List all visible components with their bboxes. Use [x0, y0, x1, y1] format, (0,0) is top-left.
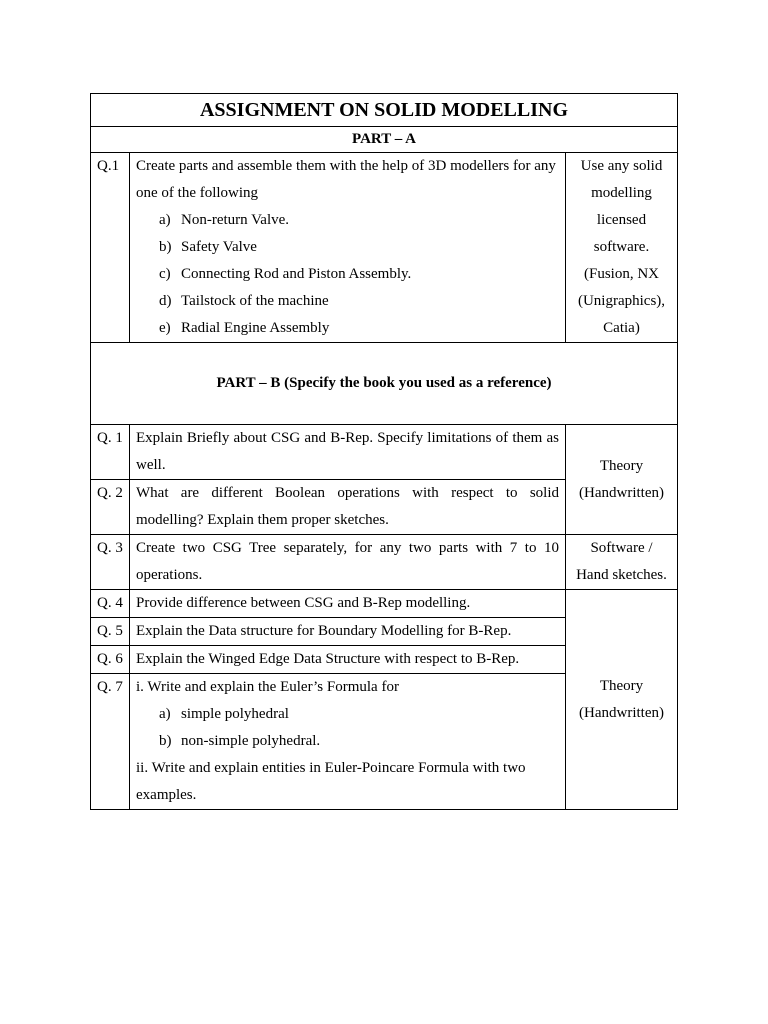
table-row — [91, 535, 678, 590]
list-item — [159, 207, 559, 234]
list-item — [159, 315, 559, 342]
note-line: (Unigraphics), — [577, 293, 666, 309]
list-item — [159, 234, 559, 261]
question-text: Create two CSG Tree separately, for any two parts with 7 to 10 operations. — [130, 535, 566, 590]
question-number: Q. 7 — [91, 674, 130, 810]
question-number: Q. 3 — [91, 535, 130, 590]
table-row — [91, 425, 678, 480]
question-text: Explain Briefly about CSG and B-Rep. Specify limitations of them as well. — [130, 425, 566, 480]
note-line: Hand sketches. — [576, 567, 667, 583]
list-marker: d) — [159, 293, 172, 309]
list-marker: e) — [159, 320, 171, 336]
question-text — [130, 153, 566, 343]
question-text: Provide difference between CSG and B-Rep modelling. — [130, 590, 566, 618]
assignment-table — [90, 93, 678, 810]
list-item-text: Connecting Rod and Piston Assembly. — [181, 266, 412, 282]
note-line: (Handwritten) — [579, 704, 664, 721]
question-text — [130, 674, 566, 810]
list-marker: b) — [159, 733, 172, 749]
note-line: licensed — [596, 212, 647, 228]
note-line: Theory — [599, 677, 644, 694]
list-marker: b) — [159, 239, 172, 255]
question-number: Q. 4 — [91, 590, 130, 618]
question-number: Q.1 — [91, 153, 130, 343]
list-marker: a) — [159, 706, 171, 722]
question-text: Explain the Data structure for Boundary Modelling for B-Rep. — [130, 618, 566, 646]
software-note — [566, 535, 678, 590]
table-row — [91, 590, 678, 618]
part-a-heading: PART – A — [91, 127, 678, 153]
list-item — [159, 288, 559, 315]
q1-options-list — [136, 207, 559, 342]
list-item — [159, 728, 559, 755]
question-number: Q. 6 — [91, 646, 130, 674]
question-text: What are different Boolean operations with respect to solid modelling? Explain them proper sketches. — [130, 480, 566, 535]
q7-options-list — [136, 701, 559, 755]
theory-note — [566, 590, 678, 810]
list-item-text: Radial Engine Assembly — [181, 320, 330, 336]
question-number: Q. 1 — [91, 425, 130, 480]
list-item-text: Safety Valve — [181, 239, 257, 255]
note-line: software. — [593, 239, 650, 255]
note-line: Catia) — [603, 320, 640, 336]
q1-intro: Create parts and assemble them with the help of 3D modellers for any one of the following — [136, 158, 556, 201]
list-item-text: Non-return Valve. — [181, 212, 290, 228]
part-a-q1-row — [91, 153, 678, 343]
list-item — [159, 701, 559, 728]
list-item-text: simple polyhedral — [181, 706, 289, 722]
list-marker: a) — [159, 212, 171, 228]
note-line: Use any solid — [580, 158, 663, 174]
list-marker: c) — [159, 266, 171, 282]
q7-part-i: i. Write and explain the Euler’s Formula for — [136, 679, 399, 695]
note-line: (Fusion, NX — [583, 266, 659, 282]
note-line: (Handwritten) — [579, 484, 664, 501]
question-text: Explain the Winged Edge Data Structure with respect to B-Rep. — [130, 646, 566, 674]
part-b-heading: PART – B (Specify the book you used as a reference) — [91, 343, 678, 425]
q7-part-ii: ii. Write and explain entities in Euler-Poincare Formula with two examples. — [136, 760, 526, 803]
list-item — [159, 261, 559, 288]
theory-note — [566, 425, 678, 535]
note-line: modelling — [591, 185, 652, 201]
list-item-text: Tailstock of the machine — [181, 293, 329, 309]
note-line: Software / — [590, 540, 653, 556]
list-item-text: non-simple polyhedral. — [181, 733, 321, 749]
q1-software-note — [566, 153, 678, 343]
question-number: Q. 2 — [91, 480, 130, 535]
document-title: ASSIGNMENT ON SOLID MODELLING — [91, 94, 678, 127]
note-line: Theory — [599, 457, 644, 474]
question-number: Q. 5 — [91, 618, 130, 646]
